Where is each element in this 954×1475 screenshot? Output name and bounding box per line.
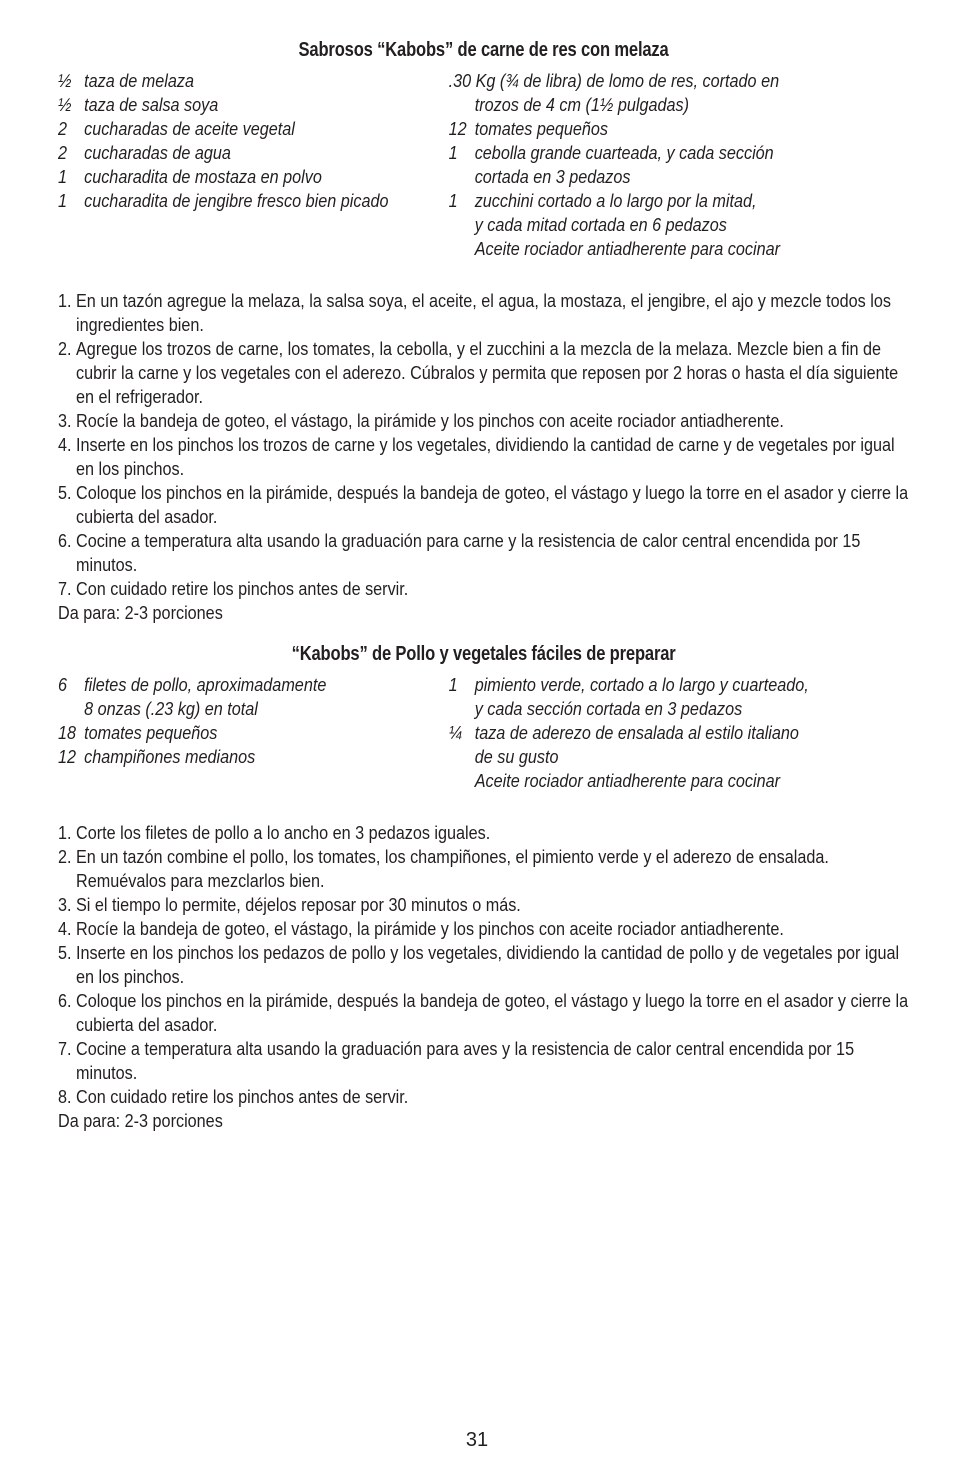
recipe-2-ingredients-right — [449, 673, 825, 793]
instruction-step — [58, 1037, 909, 1085]
recipe-1-steps — [58, 289, 909, 601]
ingredient-quantity: 1 — [58, 167, 68, 187]
instruction-step — [58, 481, 909, 529]
instruction-step — [58, 893, 909, 917]
step-number: 4. — [58, 435, 72, 455]
step-text: En un tazón combine el pollo, los tomates, los champiñones, el pimiento verde y el aderezo de ensalada. Remuévalos para mezclarlos bien. — [76, 847, 829, 891]
ingredient-quantity: 1 — [448, 143, 458, 163]
recipe-2 — [58, 641, 909, 1133]
instruction-step — [58, 917, 909, 941]
ingredient-line — [449, 117, 825, 141]
ingredient-quantity: ½ — [58, 95, 72, 115]
ingredient-text: y cada sección cortada en 3 pedazos — [474, 699, 743, 719]
step-text: Cocine a temperatura alta usando la graduación para aves y la resistencia de calor central encendida por 15 minutos. — [76, 1039, 855, 1083]
step-number: 4. — [58, 919, 72, 939]
ingredient-line — [58, 69, 449, 93]
ingredient-line — [58, 93, 449, 117]
step-number: 2. — [58, 339, 72, 359]
ingredient-text: tomates pequeños — [84, 723, 218, 743]
ingredient-quantity — [58, 697, 84, 721]
step-text: En un tazón agregue la melaza, la salsa soya, el aceite, el agua, la mostaza, el jengibre, el ajo y mezcle todos los ingredientes bien. — [76, 291, 891, 335]
recipe-2-ingredients — [58, 673, 909, 793]
ingredient-text: filetes de pollo, aproximadamente — [84, 675, 327, 695]
ingredient-line — [58, 141, 449, 165]
step-number: 7. — [58, 579, 72, 599]
step-number: 1. — [58, 291, 72, 311]
recipe-2-ingredients-left — [58, 673, 449, 793]
ingredient-quantity — [449, 213, 475, 237]
ingredient-text: cucharadas de aceite vegetal — [84, 119, 295, 139]
step-number: 7. — [58, 1039, 72, 1059]
ingredient-quantity: ¼ — [448, 723, 463, 743]
ingredient-quantity — [449, 697, 475, 721]
ingredient-quantity — [449, 769, 475, 793]
ingredient-line — [58, 117, 449, 141]
recipe-1-ingredients-left — [58, 69, 449, 261]
ingredient-text: cucharadita de jengibre fresco bien picado — [84, 191, 389, 211]
step-text: Coloque los pinchos en la pirámide, después la bandeja de goteo, el vástago y luego la torre en el asador y cierre la cubierta del asador. — [76, 991, 909, 1035]
ingredient-line — [449, 769, 825, 793]
step-number: 3. — [58, 411, 72, 431]
ingredient-text: zucchini cortado a lo largo por la mitad, — [474, 191, 757, 211]
step-text: Corte los filetes de pollo a lo ancho en 3 pedazos iguales. — [76, 823, 491, 843]
ingredient-text: taza de salsa soya — [84, 95, 219, 115]
ingredient-line — [449, 213, 825, 237]
step-number: 3. — [58, 895, 72, 915]
ingredient-quantity: 1 — [448, 675, 458, 695]
step-text: Si el tiempo lo permite, déjelos reposar por 30 minutos o más. — [76, 895, 521, 915]
ingredient-quantity: 2 — [58, 119, 68, 139]
ingredient-line — [449, 141, 825, 165]
ingredient-quantity: ½ — [58, 71, 72, 91]
ingredient-text: de su gusto — [474, 747, 559, 767]
recipe-1-ingredients-right — [449, 69, 825, 261]
step-text: Con cuidado retire los pinchos antes de servir. — [76, 1087, 409, 1107]
ingredient-quantity: 12 — [58, 747, 77, 767]
ingredient-text: Aceite rociador antiadherente para cocinar — [474, 771, 780, 791]
instruction-step — [58, 337, 909, 409]
step-text: Rocíe la bandeja de goteo, el vástago, la pirámide y los pinchos con aceite rociador antiadherente. — [76, 411, 784, 431]
step-number: 2. — [58, 847, 72, 867]
recipe-2-title: “Kabobs” de Pollo y vegetales fáciles de preparar — [291, 643, 676, 665]
instruction-step — [58, 941, 909, 989]
ingredient-text: cucharadita de mostaza en polvo — [84, 167, 322, 187]
instruction-step — [58, 577, 909, 601]
ingredient-text: 8 onzas (.23 kg) en total — [84, 699, 258, 719]
step-number: 6. — [58, 531, 72, 551]
ingredient-quantity: 6 — [58, 675, 68, 695]
page-number: 31 — [465, 1429, 489, 1451]
ingredient-line — [58, 189, 449, 213]
instruction-step — [58, 409, 909, 433]
step-text: Inserte en los pinchos los trozos de carne y los vegetales, dividiendo la cantidad de carne y de vegetales por igual en los pinchos. — [76, 435, 895, 479]
step-text: Inserte en los pinchos los pedazos de pollo y los vegetales, dividiendo la cantidad de pollo y de vegetales por igual en los pinchos. — [76, 943, 900, 987]
step-text: Con cuidado retire los pinchos antes de servir. — [76, 579, 409, 599]
ingredient-quantity — [449, 93, 475, 117]
ingredient-line — [58, 673, 449, 697]
instruction-step — [58, 1085, 909, 1109]
step-text: Cocine a temperatura alta usando la graduación para carne y la resistencia de calor central encendida por 15 minutos. — [76, 531, 861, 575]
instruction-step — [58, 845, 909, 893]
ingredient-text: cortada en 3 pedazos — [474, 167, 631, 187]
ingredient-quantity — [449, 165, 475, 189]
ingredient-line — [449, 237, 825, 261]
instruction-step — [58, 433, 909, 481]
ingredient-text: pimiento verde, cortado a lo largo y cuarteado, — [474, 675, 809, 695]
recipe-1-yield: Da para: 2-3 porciones — [58, 603, 223, 623]
step-text: Agregue los trozos de carne, los tomates, la cebolla, y el zucchini a la mezcla de la melaza. Mezcle bien a fin de cubrir la carne y los vegetales con el aderezo. Cúbralos y permita que reposen por 2 horas o hasta el día siguiente en el refrigerador. — [76, 339, 899, 407]
step-number: 5. — [58, 483, 72, 503]
ingredient-line — [449, 673, 825, 697]
ingredient-quantity — [449, 745, 475, 769]
step-number: 6. — [58, 991, 72, 1011]
ingredient-line — [449, 697, 825, 721]
ingredient-line — [449, 165, 825, 189]
ingredient-text: taza de aderezo de ensalada al estilo italiano — [474, 723, 799, 743]
ingredient-line — [58, 721, 449, 745]
ingredient-text: champiñones medianos — [84, 747, 256, 767]
recipe-2-yield: Da para: 2-3 porciones — [58, 1111, 223, 1131]
ingredient-quantity: 2 — [58, 143, 68, 163]
recipe-2-steps — [58, 821, 909, 1109]
ingredient-line — [449, 189, 825, 213]
ingredient-text: taza de melaza — [84, 71, 194, 91]
ingredient-line — [449, 93, 825, 117]
ingredient-text: cebolla grande cuarteada, y cada sección — [474, 143, 774, 163]
step-text: Rocíe la bandeja de goteo, el vástago, la pirámide y los pinchos con aceite rociador antiadherente. — [76, 919, 784, 939]
ingredient-quantity: 1 — [58, 191, 68, 211]
ingredient-quantity: .30 Kg (¾ de libra) de lomo de res, cortado en — [448, 71, 780, 91]
instruction-step — [58, 821, 909, 845]
instruction-step — [58, 289, 909, 337]
recipe-1 — [58, 37, 909, 625]
ingredient-line — [58, 165, 449, 189]
ingredient-text: y cada mitad cortada en 6 pedazos — [474, 215, 727, 235]
ingredient-text: Aceite rociador antiadherente para cocinar — [474, 239, 780, 259]
ingredient-text: tomates pequeños — [474, 119, 608, 139]
step-number: 8. — [58, 1087, 72, 1107]
ingredient-text: trozos de 4 cm (1½ pulgadas) — [474, 95, 690, 115]
ingredient-line — [58, 697, 449, 721]
ingredient-quantity — [449, 237, 475, 261]
page-content — [58, 37, 910, 1133]
step-text: Coloque los pinchos en la pirámide, después la bandeja de goteo, el vástago y luego la torre en el asador y cierre la cubierta del asador. — [76, 483, 909, 527]
ingredient-line — [58, 745, 449, 769]
ingredient-line — [449, 69, 825, 93]
ingredient-quantity: 18 — [58, 723, 77, 743]
step-number: 5. — [58, 943, 72, 963]
ingredient-line — [449, 745, 825, 769]
recipe-1-title: Sabrosos “Kabobs” de carne de res con melaza — [298, 39, 669, 61]
ingredient-text: cucharadas de agua — [84, 143, 231, 163]
step-number: 1. — [58, 823, 72, 843]
instruction-step — [58, 989, 909, 1037]
ingredient-text — [779, 69, 825, 93]
instruction-step — [58, 529, 909, 577]
ingredient-quantity: 12 — [448, 119, 467, 139]
ingredient-quantity: 1 — [448, 191, 458, 211]
ingredient-line — [449, 721, 825, 745]
recipe-1-ingredients — [58, 69, 909, 261]
